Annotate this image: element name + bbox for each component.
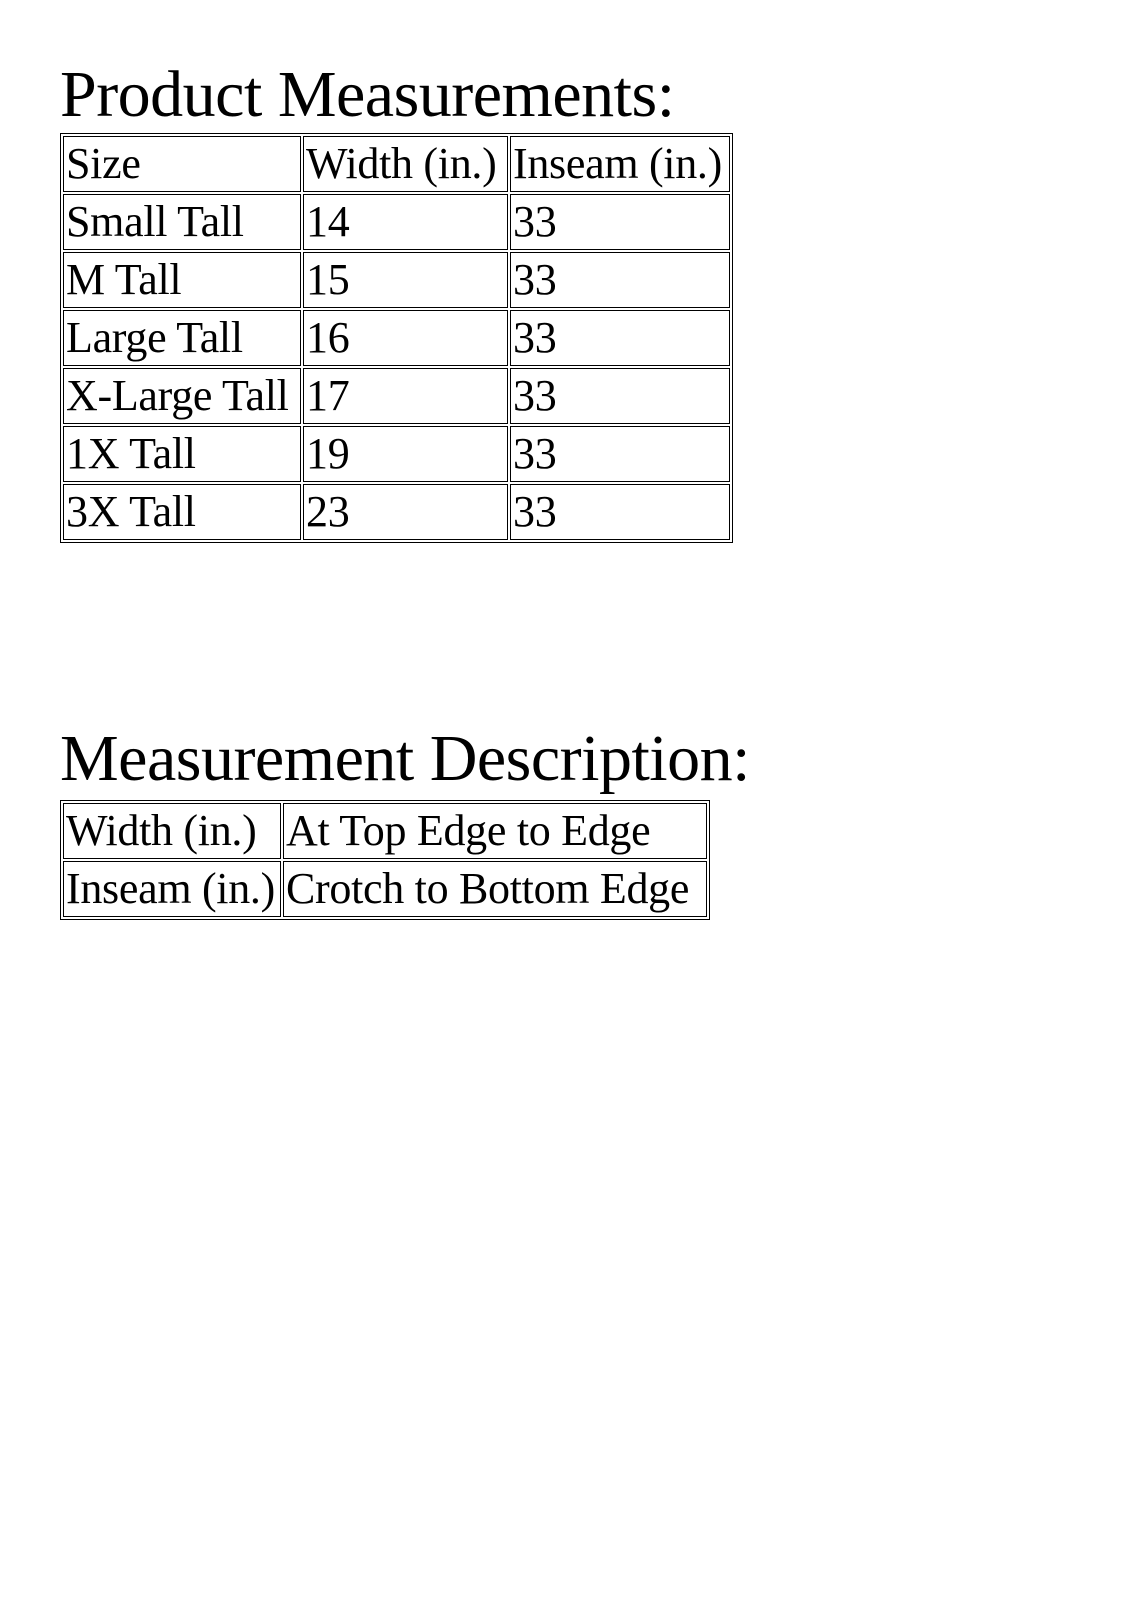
table-header-row — [63, 136, 730, 192]
measurement-description-heading: Measurement Description: — [60, 722, 750, 795]
table-row — [63, 426, 730, 482]
measurement-term-cell: Width (in.) — [63, 803, 281, 859]
table-row — [63, 310, 730, 366]
table-row — [63, 861, 707, 917]
measurement-definition-cell: Crotch to Bottom Edge — [283, 861, 707, 917]
width-cell: 17 — [303, 368, 508, 424]
header-inseam: Inseam (in.) — [510, 136, 730, 192]
measurement-description-table — [60, 800, 710, 920]
inseam-cell: 33 — [510, 426, 730, 482]
size-cell: 3X Tall — [63, 484, 301, 540]
inseam-cell: 33 — [510, 252, 730, 308]
inseam-cell: 33 — [510, 368, 730, 424]
table-row — [63, 484, 730, 540]
table-row — [63, 252, 730, 308]
width-cell: 14 — [303, 194, 508, 250]
table-row — [63, 194, 730, 250]
inseam-cell: 33 — [510, 484, 730, 540]
width-cell: 15 — [303, 252, 508, 308]
size-cell: 1X Tall — [63, 426, 301, 482]
inseam-cell: 33 — [510, 310, 730, 366]
measurement-definition-cell: At Top Edge to Edge — [283, 803, 707, 859]
product-measurements-heading: Product Measurements: — [60, 58, 675, 131]
table-row — [63, 803, 707, 859]
product-measurements-table — [60, 133, 733, 543]
size-cell: M Tall — [63, 252, 301, 308]
size-cell: Small Tall — [63, 194, 301, 250]
header-size: Size — [63, 136, 301, 192]
size-cell: X-Large Tall — [63, 368, 301, 424]
inseam-cell: 33 — [510, 194, 730, 250]
width-cell: 19 — [303, 426, 508, 482]
measurement-term-cell: Inseam (in.) — [63, 861, 281, 917]
size-cell: Large Tall — [63, 310, 301, 366]
header-width: Width (in.) — [303, 136, 508, 192]
width-cell: 16 — [303, 310, 508, 366]
width-cell: 23 — [303, 484, 508, 540]
table-row — [63, 368, 730, 424]
